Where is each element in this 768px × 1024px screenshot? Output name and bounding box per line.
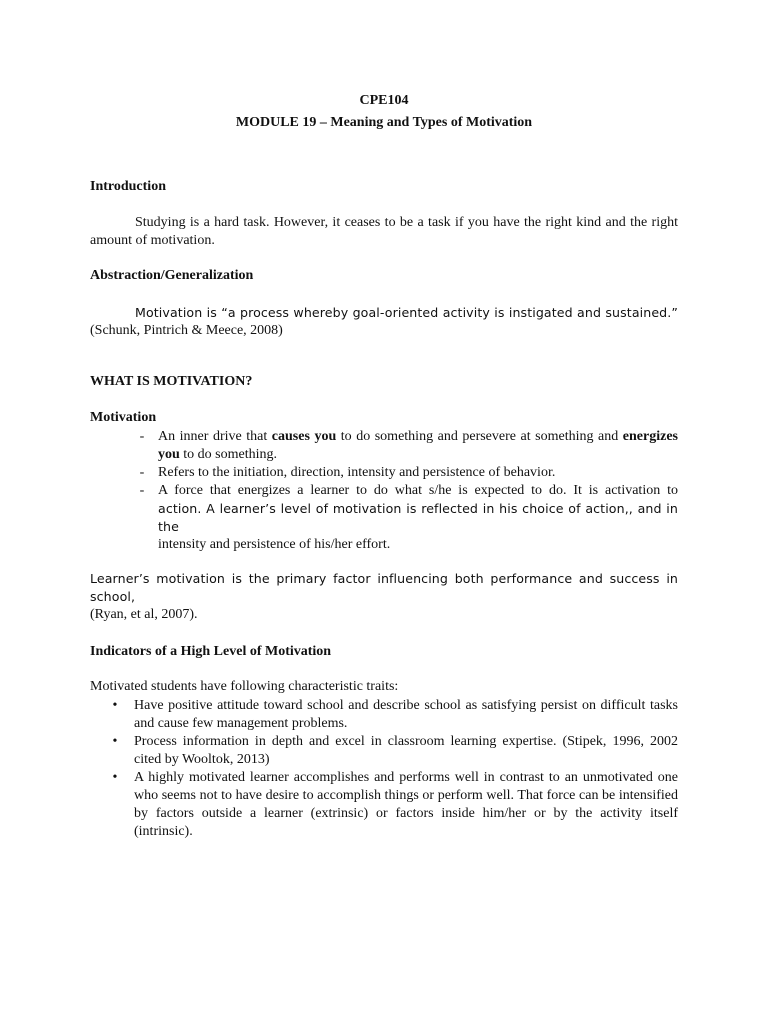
introduction-heading: Introduction xyxy=(90,179,166,194)
what-is-motivation-heading: WHAT IS MOTIVATION? xyxy=(90,374,253,389)
abstraction-heading: Abstraction/Generalization xyxy=(90,268,254,283)
learner-line: Learner’s motivation is the primary factor influencing both performance and success in school, xyxy=(90,571,678,604)
emphasis-causes-you: causes you xyxy=(271,429,337,444)
list-item xyxy=(134,482,678,554)
motivation-definition-list xyxy=(134,428,678,554)
abstraction-paragraph xyxy=(90,304,678,340)
traits-intro: Motivated students have following characteristic traits: xyxy=(90,679,399,694)
list-text: A highly motivated learner accomplishes and performs well in contrast to an unmotivated one who seems not to have desire to accomplish things or perform well. That force can be intensified by factors outside a learner (extrinsic) or factors inside him/her or by the activity itself (intrinsic). xyxy=(134,770,678,839)
bullet-marker: • xyxy=(112,734,118,749)
list-text: A force that energizes a learner to do what s/he is expected to do. It is activation to xyxy=(158,483,678,498)
traits-bullet-list xyxy=(106,697,678,841)
list-text: intensity and persistence of his/her effort. xyxy=(158,537,391,552)
list-item xyxy=(134,464,678,482)
list-text: Refers to the initiation, direction, intensity and persistence of behavior. xyxy=(158,465,556,480)
bullet-marker: • xyxy=(112,698,118,713)
abstraction-quote: Motivation is “a process whereby goal-oriented activity is instigated and sustained.” xyxy=(135,305,678,320)
abstraction-quote-line xyxy=(90,304,678,322)
list-item xyxy=(106,733,678,769)
course-code: CPE104 xyxy=(359,93,409,108)
emphasis-energizes-you: energizes you xyxy=(158,429,678,462)
introduction-paragraph xyxy=(90,214,678,250)
list-text: action. A learner’s level of motivation is reflected in his choice of action,, and in the xyxy=(158,501,678,534)
list-item xyxy=(134,428,678,464)
list-text: Process information in depth and excel in classroom learning expertise. (Stipek, 1996, 2002 cited by Wooltok, 2013) xyxy=(134,734,678,767)
motivation-subheading: Motivation xyxy=(90,410,157,425)
module-title: MODULE 19 – Meaning and Types of Motivation xyxy=(235,115,533,130)
learner-citation: (Ryan, et al, 2007). xyxy=(90,607,198,622)
list-text: Have positive attitude toward school and describe school as satisfying persist on difficult tasks and cause few management problems. xyxy=(134,698,678,731)
introduction-text: Studying is a hard task. However, it ceases to be a task if you have the right kind and the right amount of motivation. xyxy=(90,215,678,248)
list-text: An inner drive that xyxy=(158,429,272,444)
list-item xyxy=(106,697,678,733)
abstraction-citation: (Schunk, Pintrich & Meece, 2008) xyxy=(90,323,283,338)
indicators-heading: Indicators of a High Level of Motivation xyxy=(90,644,332,659)
list-text: to do something. xyxy=(179,447,278,462)
list-item xyxy=(106,769,678,841)
bullet-marker: • xyxy=(112,770,118,785)
dash-marker: - xyxy=(139,465,145,480)
dash-marker: - xyxy=(139,483,145,498)
learner-motivation-paragraph xyxy=(90,570,678,624)
dash-marker: - xyxy=(139,429,145,444)
list-text: to do something and persevere at something and xyxy=(336,429,623,444)
